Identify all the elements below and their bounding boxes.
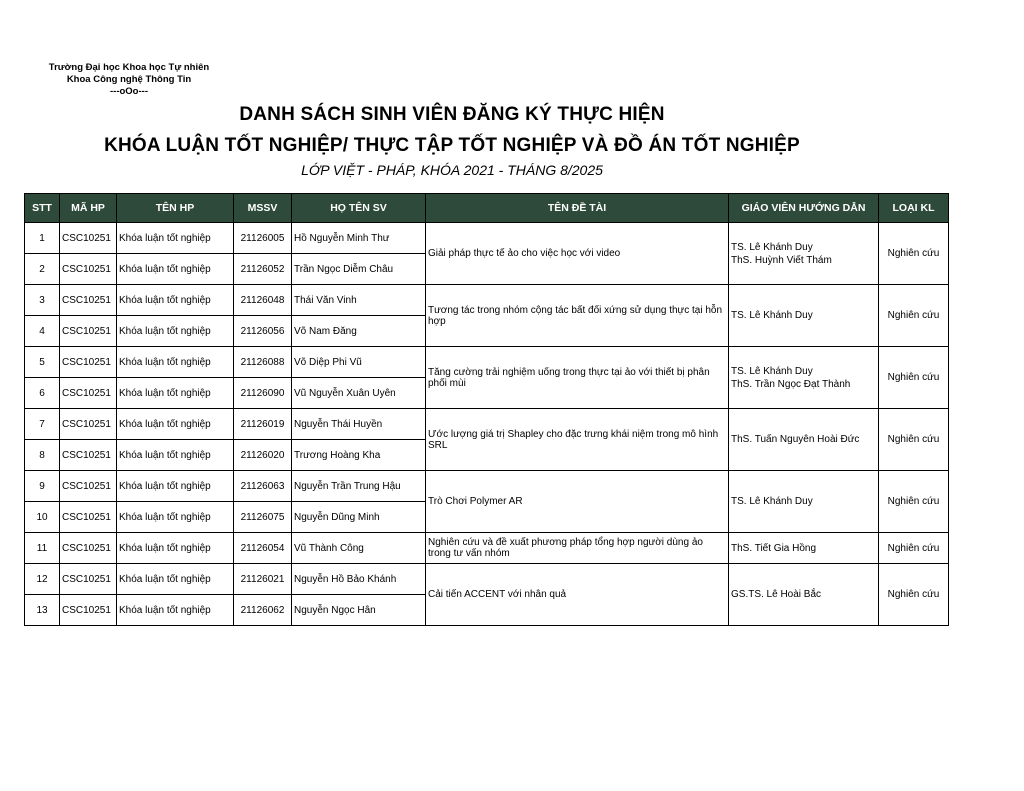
cell-giao-vien [729, 564, 879, 626]
cell-ten-hp: Khóa luận tốt nghiệp [117, 502, 234, 533]
table-row [25, 471, 949, 502]
cell-ten-hp: Khóa luận tốt nghiệp [117, 409, 234, 440]
cell-ma-hp: CSC10251 [60, 254, 117, 285]
cell-ma-hp: CSC10251 [60, 502, 117, 533]
cell-giao-vien [729, 409, 879, 471]
cell-ho-ten: Hồ Nguyễn Minh Thư [292, 223, 426, 254]
cell-giao-vien [729, 471, 879, 533]
advisor-name: TS. Lê Khánh Duy [731, 310, 813, 321]
cell-giao-vien [729, 223, 879, 285]
cell-ma-hp: CSC10251 [60, 409, 117, 440]
col-header-ten-hp: TÊN HP [117, 194, 234, 223]
cell-mssv: 21126088 [234, 347, 292, 378]
page-title: DANH SÁCH SINH VIÊN ĐĂNG KÝ THỰC HIỆN [239, 104, 665, 125]
document-titles [0, 104, 904, 178]
cell-mssv: 21126021 [234, 564, 292, 595]
cell-mssv: 21126019 [234, 409, 292, 440]
advisor-name: ThS. Tuấn Nguyên Hoài Đức [731, 434, 860, 445]
cell-ma-hp: CSC10251 [60, 378, 117, 409]
cell-ho-ten: Vũ Thành Công [292, 533, 426, 564]
advisor-name: TS. Lê Khánh Duy [731, 496, 813, 507]
cell-ma-hp: CSC10251 [60, 533, 117, 564]
cell-ho-ten: Thái Văn Vinh [292, 285, 426, 316]
cell-loai-kl: Nghiên cứu [879, 471, 949, 533]
cell-ten-de-tai: Cải tiến ACCENT với nhân quả [426, 564, 729, 626]
cell-ten-hp: Khóa luận tốt nghiệp [117, 316, 234, 347]
col-header-stt: STT [25, 194, 60, 223]
advisor-name: ThS. Huỳnh Viết Thám [731, 254, 832, 266]
cell-loai-kl: Nghiên cứu [879, 285, 949, 347]
advisor-name: ThS. Trần Ngọc Đạt Thành [731, 378, 851, 390]
cell-ten-de-tai: Ước lượng giá trị Shapley cho đặc trưng khái niệm trong mô hình SRL [426, 409, 729, 471]
cell-loai-kl: Nghiên cứu [879, 347, 949, 409]
cell-ma-hp: CSC10251 [60, 223, 117, 254]
header-separator: ---oOo--- [110, 86, 148, 97]
cell-mssv: 21126020 [234, 440, 292, 471]
cell-stt: 10 [25, 502, 60, 533]
cell-ho-ten: Vũ Nguyễn Xuân Uyên [292, 378, 426, 409]
cell-loai-kl: Nghiên cứu [879, 409, 949, 471]
col-header-ten-de-tai: TÊN ĐỀ TÀI [426, 194, 729, 223]
cell-ho-ten: Võ Nam Đăng [292, 316, 426, 347]
table-row [25, 564, 949, 595]
page-subtitle: LỚP VIỆT - PHÁP, KHÓA 2021 - THÁNG 8/2025 [301, 162, 603, 178]
cell-mssv: 21126054 [234, 533, 292, 564]
cell-ten-de-tai: Nghiên cứu và đề xuất phương pháp tổng hợp người dùng ảo trong tư vấn nhóm [426, 533, 729, 564]
cell-mssv: 21126090 [234, 378, 292, 409]
cell-ho-ten: Trương Hoàng Kha [292, 440, 426, 471]
cell-ten-de-tai: Trò Chơi Polymer AR [426, 471, 729, 533]
faculty-name: Khoa Công nghệ Thông Tin [66, 74, 192, 85]
cell-loai-kl: Nghiên cứu [879, 564, 949, 626]
table-row [25, 533, 949, 564]
cell-ma-hp: CSC10251 [60, 471, 117, 502]
col-header-loai-kl: LOẠI KL [879, 194, 949, 223]
cell-mssv: 21126075 [234, 502, 292, 533]
cell-ten-hp: Khóa luận tốt nghiệp [117, 564, 234, 595]
cell-ten-hp: Khóa luận tốt nghiệp [117, 533, 234, 564]
cell-ten-hp: Khóa luận tốt nghiệp [117, 440, 234, 471]
cell-mssv: 21126063 [234, 471, 292, 502]
advisor-name: TS. Lê Khánh Duy [731, 241, 813, 253]
cell-stt: 8 [25, 440, 60, 471]
cell-ho-ten: Nguyễn Dũng Minh [292, 502, 426, 533]
cell-loai-kl: Nghiên cứu [879, 533, 949, 564]
cell-stt: 1 [25, 223, 60, 254]
cell-mssv: 21126048 [234, 285, 292, 316]
cell-loai-kl: Nghiên cứu [879, 223, 949, 285]
cell-ho-ten: Võ Diệp Phi Vũ [292, 347, 426, 378]
cell-ho-ten: Trần Ngọc Diễm Châu [292, 254, 426, 285]
cell-ten-hp: Khóa luận tốt nghiệp [117, 223, 234, 254]
table-header-row [25, 194, 949, 223]
cell-ten-hp: Khóa luận tốt nghiệp [117, 595, 234, 626]
advisor-name: TS. Lê Khánh Duy [731, 365, 813, 377]
institution-header [34, 62, 224, 98]
university-name: Trường Đại học Khoa học Tự nhiên [48, 62, 210, 73]
table-row [25, 285, 949, 316]
table-row [25, 347, 949, 378]
cell-stt: 4 [25, 316, 60, 347]
cell-mssv: 21126056 [234, 316, 292, 347]
col-header-giao-vien: GIÁO VIÊN HƯỚNG DẪN [729, 194, 879, 223]
cell-giao-vien [729, 533, 879, 564]
cell-ma-hp: CSC10251 [60, 595, 117, 626]
col-header-ma-hp: MÃ HP [60, 194, 117, 223]
cell-ma-hp: CSC10251 [60, 564, 117, 595]
page-title-line2: KHÓA LUẬN TỐT NGHIỆP/ THỰC TẬP TỐT NGHIỆP VÀ ĐỒ ÁN TỐT NGHIỆP [104, 135, 800, 156]
cell-giao-vien [729, 347, 879, 409]
cell-mssv: 21126062 [234, 595, 292, 626]
cell-mssv: 21126005 [234, 223, 292, 254]
cell-giao-vien [729, 285, 879, 347]
cell-ho-ten: Nguyễn Hồ Bảo Khánh [292, 564, 426, 595]
cell-stt: 6 [25, 378, 60, 409]
student-table [24, 193, 949, 626]
cell-ma-hp: CSC10251 [60, 285, 117, 316]
cell-ma-hp: CSC10251 [60, 347, 117, 378]
cell-ten-hp: Khóa luận tốt nghiệp [117, 347, 234, 378]
advisor-name: ThS. Tiết Gia Hồng [731, 542, 817, 554]
cell-stt: 5 [25, 347, 60, 378]
cell-ten-hp: Khóa luận tốt nghiệp [117, 378, 234, 409]
advisor-name: GS.TS. Lê Hoài Bắc [731, 589, 822, 600]
table-row [25, 223, 949, 254]
table-row [25, 409, 949, 440]
cell-mssv: 21126052 [234, 254, 292, 285]
cell-ma-hp: CSC10251 [60, 316, 117, 347]
cell-ho-ten: Nguyễn Trần Trung Hậu [292, 471, 426, 502]
cell-ten-de-tai: Tương tác trong nhóm cộng tác bất đối xứng sử dụng thực tại hỗn hợp [426, 285, 729, 347]
cell-ho-ten: Nguyễn Ngọc Hân [292, 595, 426, 626]
col-header-ho-ten: HỌ TÊN SV [292, 194, 426, 223]
cell-ten-hp: Khóa luận tốt nghiệp [117, 285, 234, 316]
cell-ma-hp: CSC10251 [60, 440, 117, 471]
cell-ten-de-tai: Tăng cường trải nghiệm uống trong thực tại ảo với thiết bị phân phối mùi [426, 347, 729, 409]
cell-ten-hp: Khóa luận tốt nghiệp [117, 254, 234, 285]
cell-stt: 11 [25, 533, 60, 564]
cell-stt: 12 [25, 564, 60, 595]
cell-ho-ten: Nguyễn Thái Huyền [292, 409, 426, 440]
cell-ten-hp: Khóa luận tốt nghiệp [117, 471, 234, 502]
cell-stt: 3 [25, 285, 60, 316]
cell-stt: 2 [25, 254, 60, 285]
col-header-mssv: MSSV [234, 194, 292, 223]
cell-stt: 13 [25, 595, 60, 626]
cell-stt: 9 [25, 471, 60, 502]
cell-stt: 7 [25, 409, 60, 440]
cell-ten-de-tai: Giải pháp thực tế ảo cho việc học với video [426, 223, 729, 285]
